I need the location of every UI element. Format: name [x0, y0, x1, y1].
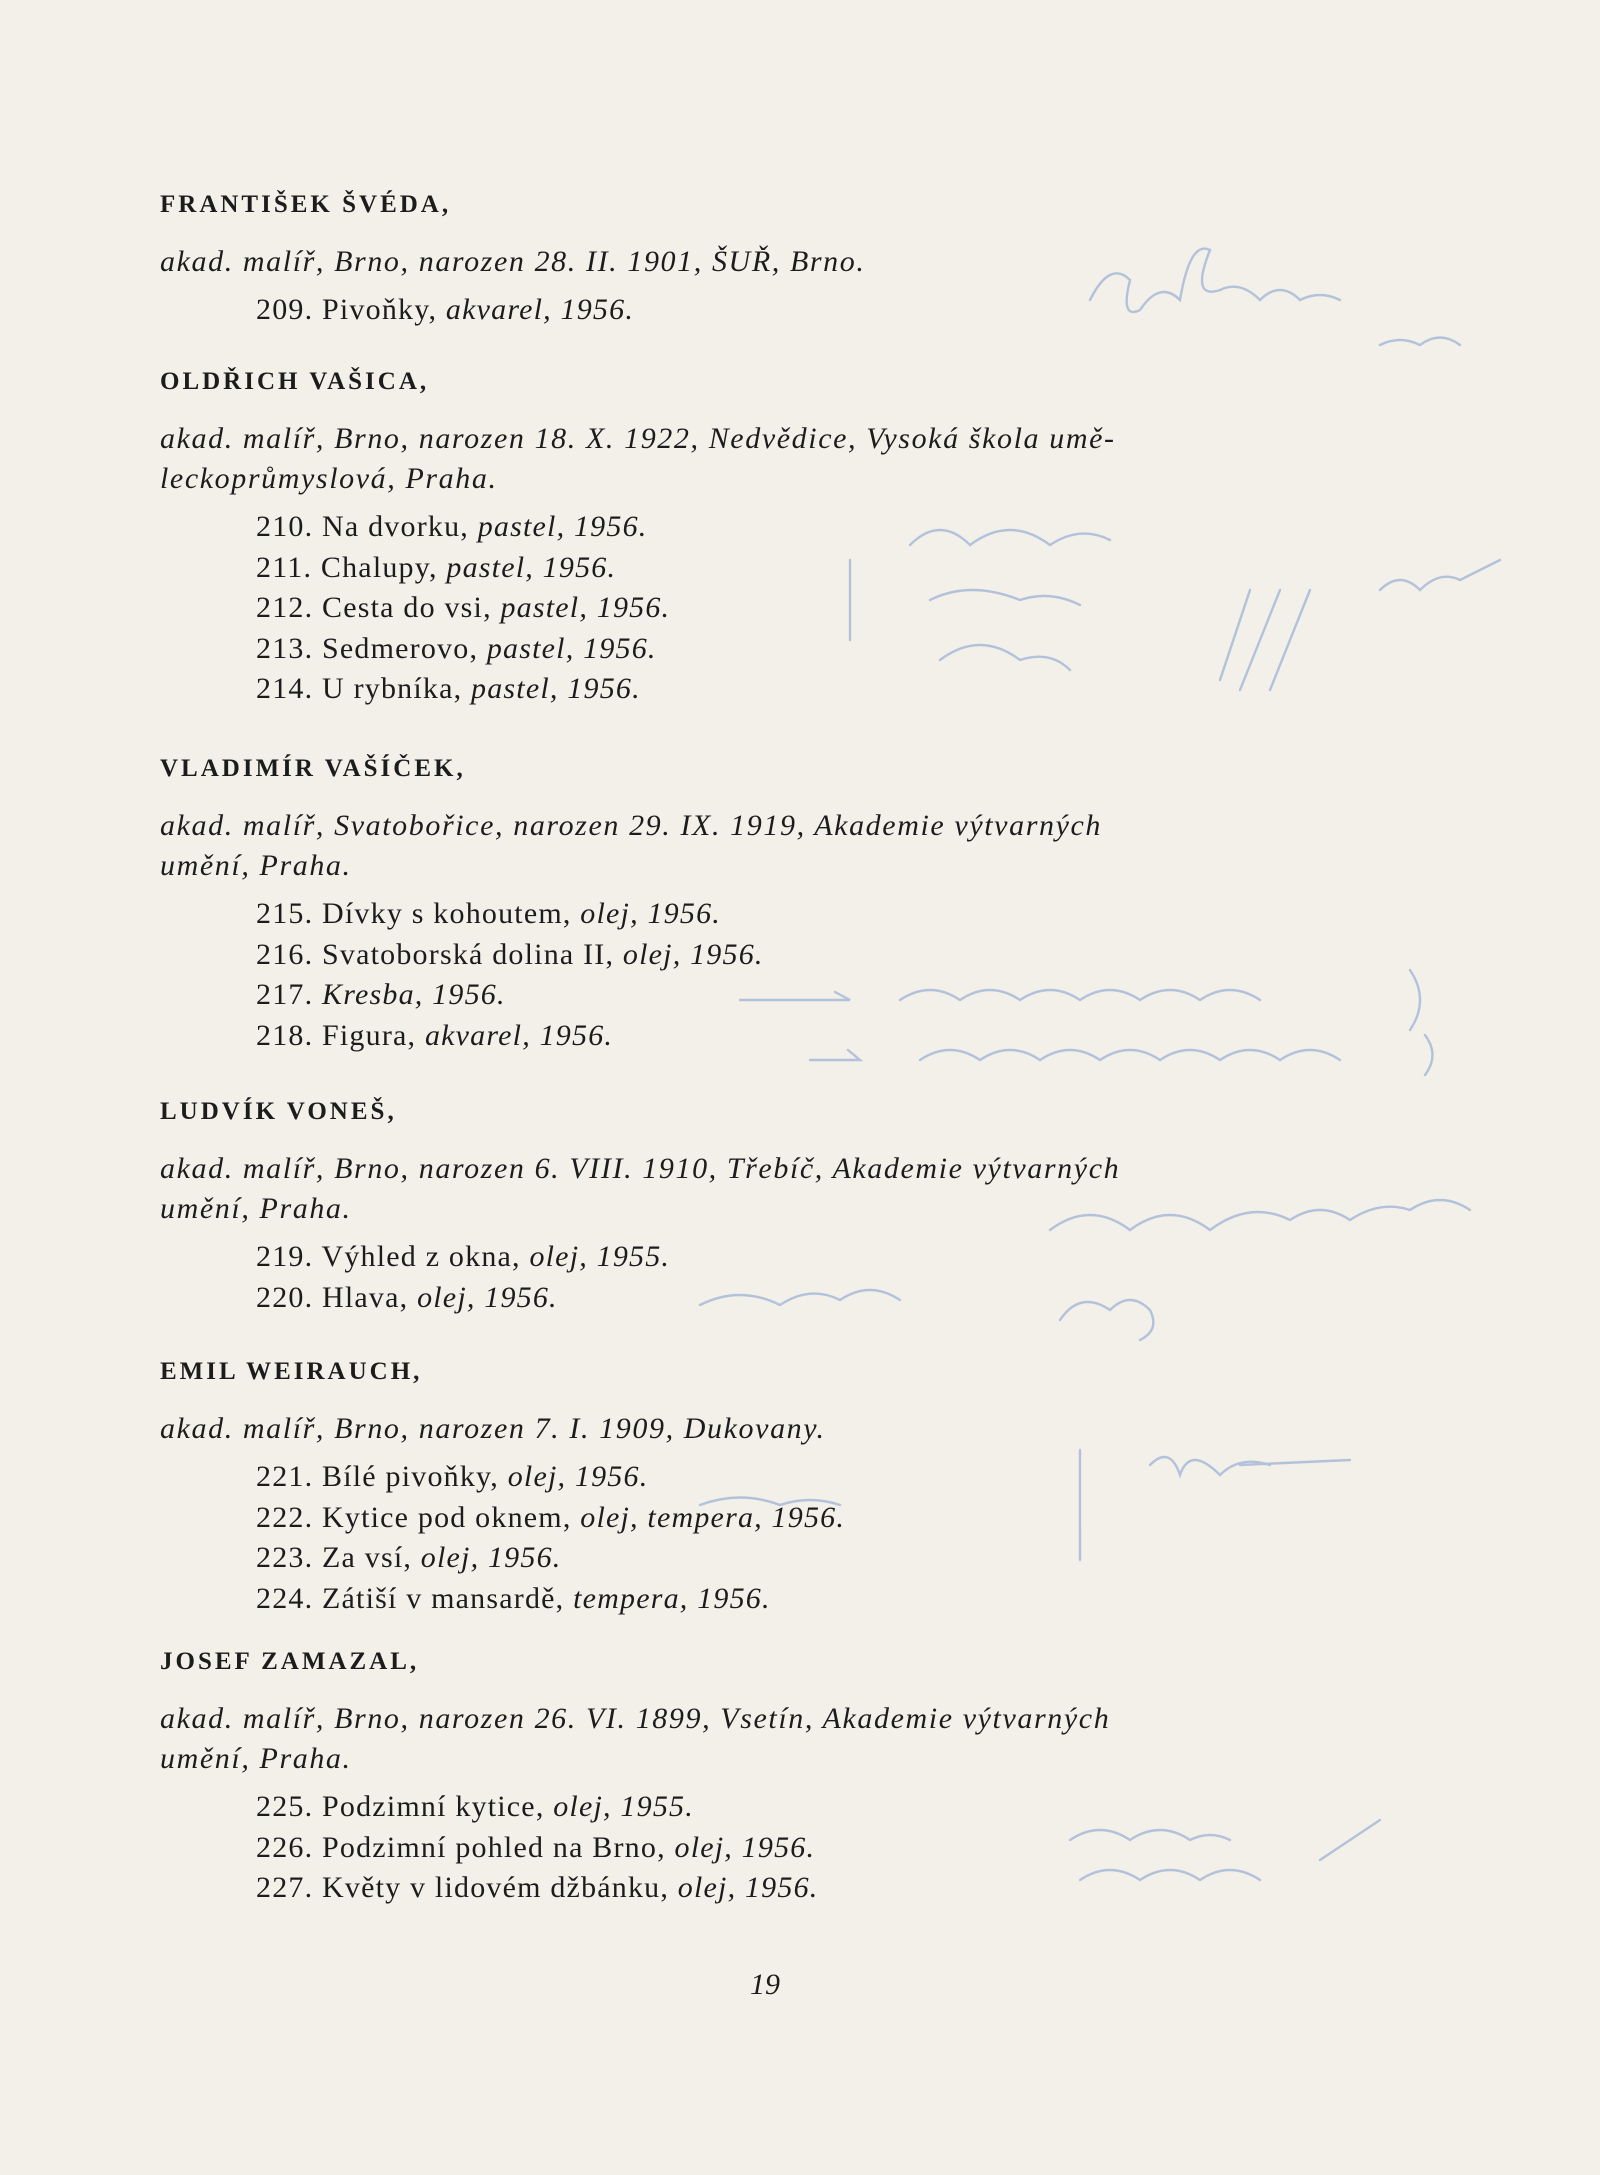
work-medium: olej, 1955. [529, 1240, 671, 1273]
work-medium: pastel, 1956. [486, 631, 657, 665]
work-title: Květy v lidovém džbánku, [322, 1871, 670, 1904]
works-list [256, 894, 1360, 1056]
work-number: 209. [256, 293, 314, 326]
work-title: Dívky s kohoutem, [322, 897, 572, 930]
bio-line: akad. malíř, Brno, narozen 18. X. 1922, Nedvědice, Vysoká škola umě- [160, 422, 1116, 455]
work-item [256, 894, 1360, 935]
work-number: 222. [256, 1500, 314, 1534]
artist-name: FRANTIŠEK ŠVÉDA, [160, 191, 452, 218]
artist-entry [160, 365, 1360, 710]
work-item [256, 1457, 1360, 1498]
bio-line: akad. malíř, Brno, narozen 26. VI. 1899, Vsetín, Akademie výtvarných [160, 1702, 1111, 1735]
work-title: Podzimní kytice, [322, 1790, 545, 1823]
work-item [256, 629, 1360, 670]
work-number: 215. [256, 897, 314, 930]
work-medium: olej, 1956. [622, 937, 764, 971]
work-number: 226. [256, 1830, 314, 1864]
work-title: Svatoborská dolina II, [322, 937, 615, 971]
artist-bio [160, 1409, 1360, 1449]
work-item [256, 1278, 1360, 1319]
work-item [256, 1579, 1360, 1620]
work-item [256, 669, 1360, 710]
work-title: U rybníka, [322, 672, 463, 705]
work-number: 219. [256, 1240, 314, 1273]
work-title: Figura, [322, 1018, 417, 1052]
work-item [256, 935, 1360, 976]
work-title: Na dvorku, [322, 510, 469, 543]
work-medium: pastel, 1956. [500, 591, 671, 624]
work-title: Pivoňky, [322, 293, 438, 326]
work-item [256, 975, 1360, 1016]
work-number: 210. [256, 510, 314, 543]
work-medium: olej, 1956. [677, 1871, 819, 1904]
work-number: 214. [256, 672, 314, 705]
work-title: Zátiší v mansardě, [322, 1581, 565, 1615]
work-item [256, 1016, 1360, 1057]
work-medium: olej, 1956. [507, 1460, 649, 1493]
work-medium: olej, 1956. [674, 1830, 816, 1864]
work-medium: pastel, 1956. [477, 510, 648, 543]
work-number: 211. [256, 550, 313, 584]
work-medium: akvarel, 1956. [424, 1018, 614, 1052]
work-number: 216. [256, 937, 314, 971]
work-medium: akvarel, 1956. [445, 293, 635, 326]
work-title: Podzimní pohled na Brno, [322, 1830, 666, 1864]
bio-line: umění, Praha. [160, 1742, 352, 1775]
work-item [256, 507, 1360, 548]
bio-line: leckoprůmyslová, Praha. [160, 462, 498, 495]
work-medium: Kresba, 1956. [322, 978, 506, 1011]
work-number: 225. [256, 1790, 314, 1823]
artist-entry [160, 1645, 1360, 1909]
bio-line: akad. malíř, Brno, narozen 7. I. 1909, Dukovany. [160, 1412, 826, 1445]
artist-bio [160, 419, 1360, 499]
artist-entry [160, 1095, 1360, 1318]
work-medium: olej, 1955. [553, 1790, 694, 1823]
work-item [256, 1868, 1360, 1909]
work-medium: olej, tempera, 1956. [580, 1500, 846, 1534]
artist-name: LUDVÍK VONEŠ, [160, 1098, 397, 1125]
work-title: Kytice pod oknem, [322, 1500, 572, 1534]
work-title: Cesta do vsi, [322, 591, 492, 624]
artist-bio [160, 806, 1360, 886]
work-number: 218. [256, 1018, 314, 1052]
works-list [256, 290, 1360, 331]
works-list [256, 1457, 1360, 1619]
work-title: Hlava, [322, 1280, 409, 1314]
work-item [256, 1498, 1360, 1539]
work-title: Sedmerovo, [322, 631, 479, 665]
work-item [256, 1237, 1360, 1278]
work-item [256, 1538, 1360, 1579]
work-medium: olej, 1956. [417, 1280, 558, 1314]
artist-bio [160, 1149, 1360, 1229]
work-medium: pastel, 1956. [471, 672, 641, 705]
work-number: 212. [256, 591, 314, 624]
work-number: 224. [256, 1581, 314, 1615]
artist-entry [160, 188, 1360, 331]
works-list [256, 1787, 1360, 1909]
artist-bio [160, 242, 1360, 282]
bio-line: akad. malíř, Svatobořice, narozen 29. IX. 1919, Akademie výtvarných [160, 809, 1102, 842]
artist-name: VLADIMÍR VAŠÍČEK, [160, 755, 466, 782]
work-item [256, 588, 1360, 629]
work-number: 213. [256, 631, 314, 665]
work-number: 221. [256, 1460, 314, 1493]
bio-line: akad. malíř, Brno, narozen 28. II. 1901, ŠUŘ, Brno. [160, 245, 866, 278]
work-number: 223. [256, 1541, 314, 1574]
artist-name: JOSEF ZAMAZAL, [160, 1648, 420, 1675]
work-title: Výhled z okna, [321, 1240, 521, 1273]
artist-entry [160, 1355, 1360, 1619]
artist-name: OLDŘICH VAŠICA, [160, 368, 430, 395]
work-medium: olej, 1956. [420, 1541, 562, 1574]
work-medium: tempera, 1956. [573, 1581, 771, 1615]
artist-bio [160, 1699, 1360, 1779]
work-item [256, 548, 1360, 589]
work-title: Chalupy, [320, 550, 438, 584]
works-list [256, 507, 1360, 710]
work-title: Za vsí, [322, 1541, 413, 1574]
bio-line: umění, Praha. [160, 849, 352, 882]
work-number: 217. [256, 978, 314, 1011]
work-title: Bílé pivoňky, [322, 1460, 499, 1493]
work-medium: pastel, 1956. [446, 550, 617, 584]
work-item [256, 1828, 1360, 1869]
work-number: 227. [256, 1871, 314, 1904]
works-list [256, 1237, 1360, 1318]
artist-name: EMIL WEIRAUCH, [160, 1358, 423, 1385]
work-number: 220. [256, 1280, 314, 1314]
page-number: 19 [750, 1968, 780, 2001]
work-medium: olej, 1956. [580, 897, 721, 930]
work-item [256, 1787, 1360, 1828]
artist-entry [160, 752, 1360, 1056]
bio-line: akad. malíř, Brno, narozen 6. VIII. 1910, Třebíč, Akademie výtvarných [160, 1152, 1121, 1185]
bio-line: umění, Praha. [160, 1192, 352, 1225]
work-item [256, 290, 1360, 331]
